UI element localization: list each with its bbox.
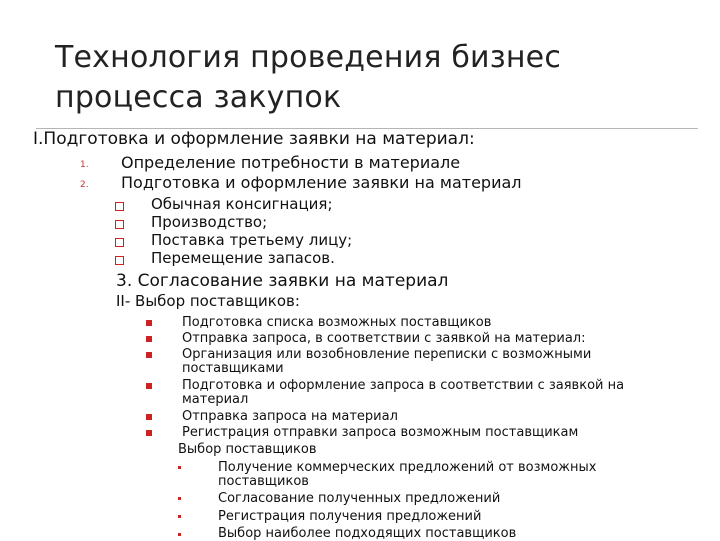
list-item: Отправка запроса на материал: [182, 409, 398, 424]
hollow-square-bullet-icon: [115, 220, 124, 229]
list-item-continuation: поставщиками: [182, 361, 284, 376]
list-item: Согласование полученных предложений: [218, 491, 501, 506]
list-item: Поставка третьему лицу;: [151, 231, 353, 249]
filled-square-bullet-icon: [146, 336, 152, 342]
list-item: Отправка запроса, в соответствии с заявкой на материал:: [182, 331, 586, 346]
filled-square-bullet-icon: [146, 430, 152, 436]
list-item: Подготовка списка возможных поставщиков: [182, 315, 492, 330]
list-item: Обычная консигнация;: [151, 195, 333, 213]
hollow-square-bullet-icon: [115, 238, 124, 247]
list-item: Подготовка и оформление заявки на материал: [121, 173, 522, 192]
filled-square-bullet-icon: [146, 414, 152, 420]
hollow-square-bullet-icon: [115, 202, 124, 211]
section-2-heading: II- Выбор поставщиков:: [116, 292, 300, 310]
slide-title-line-2: процесса закупок: [55, 80, 342, 115]
list-item: Регистрация получения предложений: [218, 509, 482, 524]
dot-bullet-icon: [178, 466, 181, 469]
list-item: Подготовка и оформление запроса в соответствии с заявкой на: [182, 378, 625, 393]
section-1-heading: I.Подготовка и оформление заявки на материал:: [33, 129, 475, 149]
filled-square-bullet-icon: [146, 320, 152, 326]
list-number: 2.: [80, 180, 89, 190]
list-item: Производство;: [151, 213, 268, 231]
hollow-square-bullet-icon: [115, 256, 124, 265]
filled-square-bullet-icon: [146, 352, 152, 358]
dot-bullet-icon: [178, 515, 181, 518]
list-item: Перемещение запасов.: [151, 249, 335, 267]
list-item: Организация или возобновление переписки с возможными: [182, 347, 592, 362]
list-item: Регистрация отправки запроса возможным поставщикам: [182, 425, 579, 440]
list-item-continuation: материал: [182, 392, 249, 407]
slide-title-line-1: Технология проведения бизнес: [55, 40, 562, 75]
dot-bullet-icon: [178, 497, 181, 500]
list-item-continuation: поставщиков: [218, 474, 309, 489]
dot-bullet-icon: [178, 533, 181, 536]
list-item-3: 3. Согласование заявки на материал: [116, 271, 449, 291]
filled-square-bullet-icon: [146, 383, 152, 389]
list-item: Определение потребности в материале: [121, 153, 461, 172]
list-number: 1.: [80, 160, 89, 170]
subheading-vybor: Выбор поставщиков: [178, 442, 317, 457]
list-item: Получение коммерческих предложений от возможных: [218, 460, 597, 475]
list-item: Выбор наиболее подходящих поставщиков: [218, 526, 517, 541]
